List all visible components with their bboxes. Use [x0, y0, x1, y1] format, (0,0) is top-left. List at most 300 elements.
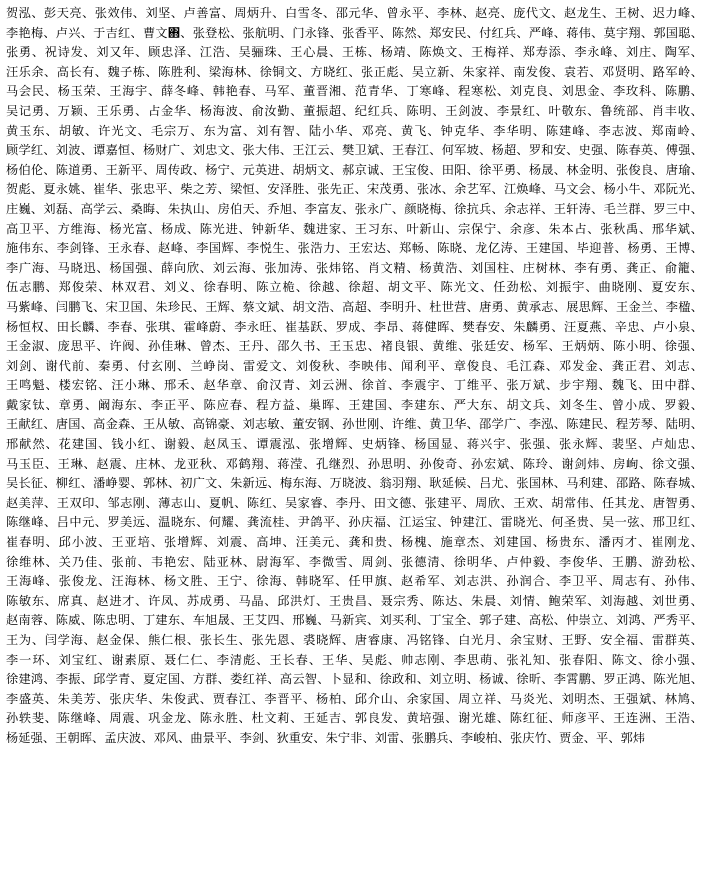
roster-name: 施章杰 [440, 535, 481, 550]
roster-name: 马晶 [238, 593, 265, 608]
roster-name: 刘鸿 [616, 613, 641, 628]
roster-name: 刘思金 [561, 84, 601, 99]
roster-separator: 、 [150, 378, 165, 393]
roster-separator: 、 [427, 280, 441, 295]
roster-name: 戴家钛 [6, 397, 46, 412]
roster-separator: 、 [31, 6, 45, 20]
roster-name: 毛宗万 [150, 123, 191, 138]
roster-separator: 、 [295, 280, 309, 295]
roster-name: 刘海越 [600, 593, 639, 608]
roster-separator: 、 [638, 593, 652, 608]
roster-separator: 、 [80, 143, 94, 158]
roster-name: 罗正鸿 [603, 672, 641, 687]
roster-separator: 、 [94, 515, 108, 530]
roster-name: 徐明华 [453, 554, 494, 569]
roster-name: 袁若 [563, 64, 590, 79]
roster-name: 彭天亮 [44, 6, 83, 20]
roster-name: 刘建国 [493, 535, 533, 550]
roster-name: 熊仁根 [148, 633, 187, 647]
roster-separator: 、 [94, 495, 108, 510]
roster-name: 赵美萍 [6, 495, 45, 510]
roster-name: 吕中元 [56, 515, 95, 530]
roster-separator: 、 [122, 456, 136, 471]
roster-separator: 、 [496, 711, 510, 726]
roster-separator: 、 [548, 84, 562, 99]
roster-separator: 、 [651, 260, 665, 275]
roster-name: 李卫平 [559, 574, 599, 589]
roster-separator: 、 [145, 515, 159, 530]
roster-name: 陈然 [391, 25, 417, 40]
roster-name: 王栋 [341, 45, 368, 60]
roster-separator: 、 [148, 260, 162, 275]
roster-separator: 、 [690, 613, 703, 628]
roster-separator: 、 [335, 574, 349, 589]
roster-name: 刘宝红 [58, 652, 99, 667]
roster-separator: 、 [190, 378, 204, 393]
roster-name: 黄玉东 [6, 123, 46, 138]
roster-name: 纪红兵 [354, 103, 394, 118]
roster-name: 迟力峰 [652, 6, 691, 20]
roster-separator: 、 [243, 554, 257, 569]
roster-separator: 、 [267, 672, 280, 687]
roster-separator: 、 [335, 397, 349, 412]
roster-name: 严大东 [453, 397, 494, 412]
roster-name: 朱晨 [471, 593, 497, 608]
roster-name: 黄飞 [401, 123, 428, 138]
roster-separator: 、 [118, 182, 131, 197]
roster-separator: 、 [448, 730, 461, 745]
roster-name: 孙俊奇 [419, 456, 459, 471]
roster-name: 任劲松 [493, 280, 533, 295]
roster-name: 杨国强 [109, 260, 149, 275]
roster-separator: 、 [491, 201, 504, 216]
roster-name: 褚良银 [380, 339, 420, 354]
roster-separator: 、 [462, 495, 476, 510]
roster-separator: 、 [196, 515, 209, 530]
roster-separator: 、 [690, 299, 703, 314]
roster-separator: 、 [387, 652, 402, 667]
roster-separator: 、 [497, 730, 510, 745]
roster-separator: 、 [199, 691, 213, 706]
roster-name: 张炜铭 [316, 260, 355, 275]
roster-separator: 、 [43, 25, 56, 40]
roster-separator: 、 [487, 515, 501, 530]
roster-separator: 、 [290, 103, 304, 118]
roster-name: 仲崇立 [566, 613, 604, 628]
roster-name: 张俊良 [616, 162, 654, 177]
roster-name: 贺彪 [6, 182, 31, 197]
roster-separator: 、 [445, 633, 459, 647]
roster-name: 许凤 [148, 593, 174, 608]
roster-separator: 、 [427, 535, 441, 550]
roster-separator: 、 [303, 456, 317, 471]
roster-name: 王朝晖 [55, 730, 93, 745]
roster-separator: 、 [238, 221, 252, 236]
roster-name: 郭子建 [479, 613, 517, 628]
roster-separator: 、 [516, 417, 529, 432]
roster-separator: 、 [186, 103, 200, 118]
roster-separator: 、 [203, 535, 217, 550]
roster-name: 孟庆波 [104, 730, 142, 745]
roster-separator: 、 [367, 45, 381, 60]
roster-name: 卢仲毅 [506, 554, 546, 569]
roster-name: 方晓红 [310, 64, 349, 79]
roster-name: 陈立桅 [256, 280, 296, 295]
roster-name: 陈明 [406, 103, 433, 118]
roster-name: 陈忠明 [93, 613, 131, 628]
roster-separator: 、 [437, 515, 450, 530]
roster-separator: 、 [348, 378, 362, 393]
roster-separator: 、 [43, 417, 56, 432]
roster-name: 徐维林 [6, 554, 46, 569]
roster-name: 马文会 [553, 182, 592, 197]
roster-name: 邓风 [153, 730, 179, 745]
roster-separator: 、 [284, 241, 298, 256]
roster-separator: 、 [493, 574, 507, 589]
roster-separator: 、 [328, 45, 342, 60]
roster-separator: 、 [690, 319, 704, 334]
roster-separator: 、 [638, 633, 652, 647]
roster-name: 肖文精 [367, 260, 407, 275]
roster-separator: 、 [690, 476, 703, 491]
roster-separator: 、 [150, 574, 165, 589]
roster-separator: 、 [449, 64, 463, 79]
roster-name: 孙轶斐 [6, 711, 45, 726]
roster-name: 朱宁非 [325, 730, 363, 745]
roster-separator: 、 [335, 515, 349, 530]
roster-separator: 、 [196, 64, 209, 79]
roster-separator: 、 [148, 84, 162, 99]
roster-name: 曾杰 [199, 339, 226, 354]
roster-name: 李华明 [493, 123, 533, 138]
roster-separator: 、 [80, 182, 94, 197]
roster-separator: 、 [199, 260, 213, 275]
roster-separator: 、 [148, 221, 162, 236]
roster-name: 赵华章 [203, 378, 244, 393]
roster-name: 何圣贵 [551, 515, 590, 530]
roster-name: 王贵昌 [328, 593, 368, 608]
roster-separator: 、 [177, 358, 191, 373]
roster-name: 刘情 [509, 593, 536, 608]
roster-separator: 、 [690, 711, 703, 726]
roster-separator: 、 [96, 339, 110, 354]
roster-name: 刘义 [164, 280, 191, 295]
roster-separator: 、 [190, 397, 204, 412]
roster-name: 聂仁仁 [164, 652, 204, 667]
roster-separator: 、 [532, 280, 546, 295]
roster-name: 杨柏 [316, 691, 342, 706]
roster-name: 霍峰蔚 [183, 319, 222, 334]
roster-name: 张先恩 [251, 633, 291, 647]
roster-name: 方群 [192, 672, 218, 687]
roster-name: 高超 [342, 299, 368, 314]
roster-name: 辛忠 [614, 319, 641, 334]
roster-separator: 、 [608, 730, 621, 745]
roster-separator: 、 [290, 711, 304, 726]
roster-separator: 、 [150, 535, 165, 550]
roster-name: 高长有 [56, 64, 95, 79]
roster-name: 马利建 [566, 476, 604, 491]
roster-separator: 、 [387, 358, 402, 373]
roster-name: 赵亮 [475, 6, 501, 20]
roster-separator: 、 [690, 221, 703, 236]
roster-separator: 、 [598, 574, 612, 589]
roster-separator: 、 [203, 652, 217, 667]
roster-separator: 、 [441, 182, 455, 197]
roster-name: 刘志 [664, 358, 691, 373]
roster-name: 阚海东 [98, 397, 138, 412]
roster-separator: 、 [690, 201, 703, 216]
roster-separator: 、 [137, 397, 151, 412]
roster-separator: 、 [329, 162, 343, 177]
roster-name: 杜文莉 [251, 711, 291, 726]
roster-separator: 、 [80, 672, 94, 687]
roster-name: 傅强 [665, 143, 691, 158]
roster-name: 雷爱文 [243, 358, 283, 373]
roster-separator: 、 [458, 456, 472, 471]
roster-separator: 、 [295, 554, 309, 569]
roster-separator: 、 [638, 280, 652, 295]
roster-name: 杜世营 [429, 299, 467, 314]
roster-name: 李盛英 [6, 691, 45, 706]
roster-separator: 、 [367, 593, 381, 608]
roster-name: 刘俊秋 [295, 358, 336, 373]
roster-separator: 、 [690, 672, 703, 687]
roster-separator: 、 [503, 299, 517, 314]
roster-separator: 、 [43, 476, 56, 491]
roster-name: 邢华斌 [651, 221, 691, 236]
roster-name: 刘云洲 [308, 378, 349, 393]
roster-separator: 、 [98, 437, 112, 452]
roster-separator: 、 [424, 241, 438, 256]
roster-name: 狄重安 [276, 730, 314, 745]
roster-name: 毕迎普 [576, 241, 615, 256]
roster-separator: 、 [500, 6, 514, 20]
roster-separator: 、 [221, 6, 235, 20]
roster-name: 雷晓光 [500, 515, 539, 530]
roster-name: 魏子栋 [107, 64, 146, 79]
roster-name: 邱介山 [354, 691, 394, 706]
roster-separator: 、 [598, 358, 612, 373]
roster-name: 唐国 [55, 417, 81, 432]
roster-name: 张德清 [401, 554, 441, 569]
roster-name: 乔旭 [267, 201, 293, 216]
roster-separator: 、 [690, 25, 703, 40]
roster-name: 朱本占 [548, 221, 588, 236]
roster-name: 邢卫红 [652, 515, 691, 530]
roster-name: 谢剑炜 [561, 456, 601, 471]
roster-name: 周传政 [155, 162, 193, 177]
roster-name: 车旭晟 [192, 613, 231, 628]
roster-separator: 、 [387, 397, 402, 412]
roster-name: 裘晓辉 [303, 633, 342, 647]
roster-name: 赵龙生 [563, 6, 602, 20]
roster-name: 关乃佳 [58, 554, 99, 569]
roster-separator: 、 [561, 45, 575, 60]
roster-separator: 、 [308, 652, 323, 667]
roster-separator: 、 [690, 554, 704, 569]
roster-separator: 、 [445, 221, 459, 236]
roster-name: 闻利平 [401, 358, 441, 373]
roster-name: 王玉忠 [328, 339, 368, 354]
roster-name: 兰峥岗 [190, 358, 230, 373]
roster-name: 高金森 [93, 417, 131, 432]
roster-separator: 、 [479, 143, 492, 158]
roster-name: 张航明 [242, 25, 280, 40]
roster-name: 杨成 [161, 221, 187, 236]
roster-name: 李霄鹏 [553, 672, 592, 687]
roster-separator: 、 [690, 456, 703, 471]
roster-name: 马炎光 [509, 691, 549, 706]
roster-name: 李泓 [528, 417, 554, 432]
roster-name: 陈光文 [440, 280, 481, 295]
roster-separator: 、 [316, 593, 329, 608]
roster-name: 房峋 [613, 456, 639, 471]
roster-separator: 、 [221, 319, 235, 334]
roster-name: 王海峰 [6, 574, 46, 589]
roster-name: 李富友 [304, 201, 343, 216]
roster-separator: 、 [142, 162, 156, 177]
roster-name: 庄林 [135, 456, 161, 471]
roster-name: 夏永姚 [43, 182, 81, 197]
roster-separator: 、 [386, 515, 400, 530]
roster-separator: 、 [600, 691, 614, 706]
roster-name: 赵凤玉 [203, 437, 244, 452]
roster-name: 王野 [561, 633, 588, 647]
roster-separator: 、 [598, 554, 612, 569]
roster-separator: 、 [132, 319, 146, 334]
roster-name: 叶敬东 [548, 103, 588, 118]
roster-name: 刘忠文 [192, 143, 231, 158]
roster-name: 王心晨 [290, 45, 329, 60]
roster-name: 唐智勇 [652, 495, 691, 510]
roster-name: 宗保宁 [458, 221, 497, 236]
roster-separator: 、 [640, 201, 654, 216]
roster-separator: 、 [83, 456, 97, 471]
roster-separator: 、 [44, 515, 57, 530]
roster-separator: 、 [545, 574, 560, 589]
roster-separator: 、 [416, 476, 430, 491]
roster-separator: 、 [362, 730, 375, 745]
roster-separator: 、 [313, 730, 326, 745]
roster-name: 朱俊武 [161, 691, 200, 706]
roster-separator: 、 [638, 103, 652, 118]
roster-separator: 、 [466, 672, 480, 687]
roster-separator: 、 [551, 6, 564, 20]
roster-name: 田文德 [373, 495, 412, 510]
roster-separator: 、 [640, 495, 653, 510]
roster-name: 丁维平 [453, 378, 494, 393]
roster-name: 孙思明 [367, 456, 407, 471]
roster-name: 龚正君 [611, 358, 652, 373]
roster-separator: 、 [653, 299, 666, 314]
roster-separator: 、 [496, 84, 510, 99]
roster-separator: 、 [135, 633, 149, 647]
roster-name: 曲晓刚 [598, 280, 639, 295]
roster-name: 张忠平 [130, 182, 168, 197]
roster-separator: 、 [94, 319, 108, 334]
roster-name: 周炳升 [234, 6, 273, 20]
roster-separator: 、 [429, 162, 442, 177]
roster-name: 邢巍 [292, 613, 318, 628]
roster-separator: 、 [466, 613, 480, 628]
roster-name: 余艺军 [454, 182, 492, 197]
roster-separator: 、 [98, 652, 112, 667]
roster-separator: 、 [480, 280, 494, 295]
roster-name: 许光文 [98, 123, 138, 138]
roster-separator: 、 [406, 45, 420, 60]
roster-separator: 、 [130, 25, 143, 40]
roster-name: 席真 [57, 593, 84, 608]
roster-separator: 、 [690, 495, 704, 510]
roster-separator: 、 [553, 613, 567, 628]
roster-separator: 、 [190, 437, 204, 452]
roster-name: 祝诗发 [44, 45, 84, 60]
roster-separator: 、 [45, 397, 59, 412]
roster-separator: 、 [399, 730, 412, 745]
roster-separator: 、 [43, 143, 56, 158]
roster-separator: 、 [243, 378, 257, 393]
roster-separator: 、 [348, 123, 362, 138]
roster-name: 张强 [519, 437, 546, 452]
roster-separator: 、 [651, 84, 665, 99]
roster-name: 杨国显 [414, 437, 454, 452]
roster-name: 张俊龙 [58, 574, 99, 589]
roster-name: 周剑 [361, 554, 388, 569]
roster-separator: 、 [367, 613, 380, 628]
roster-name: 张冰 [416, 182, 442, 197]
roster-separator: 、 [509, 260, 523, 275]
roster-name: 唐睿康 [354, 633, 394, 647]
roster-name: 丁宝全 [429, 613, 467, 628]
roster-separator: 、 [393, 691, 407, 706]
roster-name: 薛向欣 [161, 260, 200, 275]
roster-separator: 、 [538, 515, 552, 530]
roster-name: 王艾四 [242, 613, 280, 628]
roster-separator: 、 [180, 417, 193, 432]
roster-name: 严秀平 [653, 613, 691, 628]
roster-separator: 、 [267, 476, 280, 491]
roster-separator: 、 [135, 339, 149, 354]
roster-separator: 、 [551, 64, 564, 79]
roster-name: 汪美元 [295, 535, 336, 550]
roster-name: 夏安东 [651, 280, 691, 295]
roster-separator: 、 [548, 456, 562, 471]
roster-name: 杨晟 [528, 162, 554, 177]
roster-separator: 、 [416, 672, 430, 687]
roster-separator: 、 [180, 143, 193, 158]
roster-name: 李永峰 [574, 45, 614, 60]
roster-name: 李思萌 [453, 652, 494, 667]
roster-name: 陆明 [665, 417, 691, 432]
roster-name: 王双印 [56, 495, 95, 510]
roster-separator: 、 [462, 241, 476, 256]
roster-separator: 、 [387, 574, 402, 589]
roster-separator: 、 [98, 535, 112, 550]
roster-name: 罗美远 [107, 515, 146, 530]
roster-separator: 、 [141, 730, 154, 745]
roster-name: 王习东 [354, 221, 394, 236]
roster-name: 徐政和 [379, 672, 417, 687]
roster-separator: 、 [192, 299, 206, 314]
roster-separator: 、 [348, 652, 362, 667]
roster-separator: 、 [251, 260, 265, 275]
roster-separator: 、 [563, 241, 577, 256]
roster-separator: 、 [651, 711, 665, 726]
roster-separator: 、 [93, 162, 106, 177]
roster-name: 樊春安 [462, 319, 501, 334]
roster-separator: 、 [148, 691, 162, 706]
